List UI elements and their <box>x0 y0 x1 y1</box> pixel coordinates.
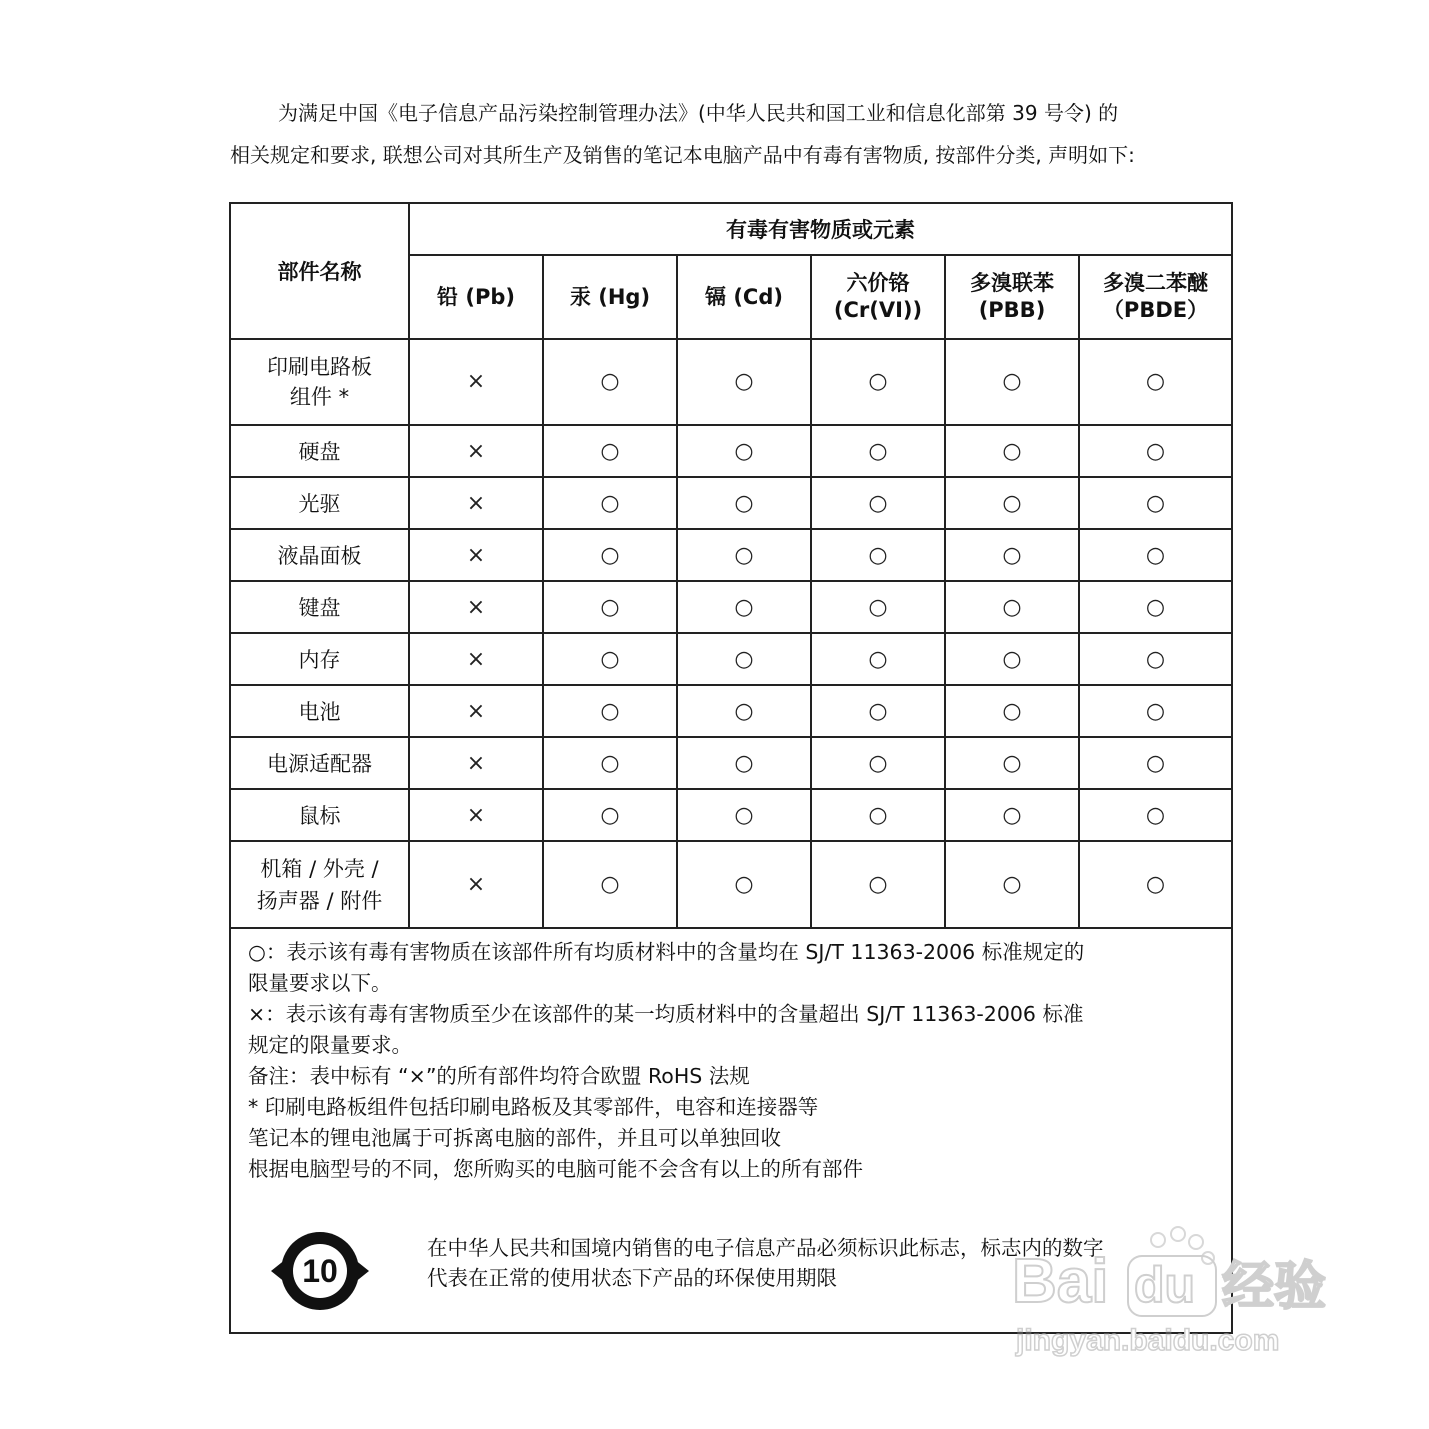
substance-status-cell: ○ <box>945 633 1079 685</box>
substance-status-cell: ○ <box>677 477 811 529</box>
note-line: ×：表示该有毒有害物质至少在该部件的某一均质材料中的含量超出 SJ/T 11363-2006 标准 <box>248 1002 1084 1026</box>
substance-header <box>543 255 677 339</box>
substance-status-cell: ○ <box>543 339 677 425</box>
note-line: 规定的限量要求。 <box>248 1033 412 1057</box>
substance-status-cell: ○ <box>677 841 811 928</box>
substance-status-cell: ○ <box>543 425 677 477</box>
substance-status-cell: ○ <box>945 685 1079 737</box>
watermark-brand-2: du <box>1134 1257 1196 1313</box>
substance-status-cell: ○ <box>945 841 1079 928</box>
substance-header <box>811 255 945 339</box>
substance-status-cell: ○ <box>811 633 945 685</box>
substance-status-cell: × <box>409 425 543 477</box>
substance-status-cell: ○ <box>1079 737 1232 789</box>
substance-status-cell: ○ <box>543 633 677 685</box>
substance-status-cell: ○ <box>543 737 677 789</box>
substance-status-cell: ○ <box>677 425 811 477</box>
table-row <box>230 685 1232 737</box>
part-name-cell <box>230 425 409 477</box>
part-name: 内存 <box>298 648 341 672</box>
substance-header <box>409 255 543 339</box>
substance-status-cell: × <box>409 339 543 425</box>
substance-status-cell: × <box>409 841 543 928</box>
substance-status-cell: ○ <box>1079 529 1232 581</box>
table-row <box>230 339 1232 425</box>
hazardous-substance-table <box>229 202 1233 1334</box>
intro-line-1: 为满足中国《电子信息产品污染控制管理办法》(中华人民共和国工业和信息化部第 39 号令) 的 <box>278 101 1119 125</box>
substance-status-cell: ○ <box>677 581 811 633</box>
intro-paragraph <box>230 92 1240 176</box>
note-line: 笔记本的锂电池属于可拆离电脑的部件，并且可以单独回收 <box>248 1126 781 1150</box>
substance-status-cell: ○ <box>1079 339 1232 425</box>
substance-name: 六价铬 <box>846 271 910 295</box>
substance-status-cell: ○ <box>677 529 811 581</box>
substance-status-cell: ○ <box>1079 581 1232 633</box>
substance-status-cell: ○ <box>543 529 677 581</box>
substance-header <box>1079 255 1232 339</box>
substance-status-cell: ○ <box>945 477 1079 529</box>
substance-status-cell: ○ <box>811 841 945 928</box>
substance-status-cell: ○ <box>543 841 677 928</box>
substance-status-cell: × <box>409 685 543 737</box>
part-name-continued: 扬声器 / 附件 <box>256 888 383 913</box>
part-name-cell <box>230 789 409 841</box>
table-row <box>230 841 1232 928</box>
substance-status-cell: × <box>409 581 543 633</box>
note-line: 备注：表中标有 “×”的所有部件均符合欧盟 RoHS 法规 <box>248 1064 750 1088</box>
substance-status-cell: ○ <box>811 685 945 737</box>
substance-header <box>945 255 1079 339</box>
part-name: 印刷电路板 <box>267 355 372 379</box>
substance-symbol: (Cr(VI)) <box>833 298 923 322</box>
table-body <box>230 339 1232 928</box>
substance-status-cell: ○ <box>677 737 811 789</box>
substance-header <box>677 255 811 339</box>
table-row <box>230 789 1232 841</box>
substance-status-cell: ○ <box>1079 633 1232 685</box>
table-row <box>230 529 1232 581</box>
substance-status-cell: ○ <box>543 477 677 529</box>
intro-line-2: 相关规定和要求, 联想公司对其所生产及销售的笔记本电脑产品中有毒有害物质, 按部件分类, 声明如下: <box>230 143 1135 167</box>
substance-status-cell: ○ <box>811 581 945 633</box>
substance-name: 多溴联苯 <box>970 271 1054 295</box>
substance-status-cell: ○ <box>945 789 1079 841</box>
substance-status-cell: ○ <box>945 529 1079 581</box>
part-name-cell <box>230 737 409 789</box>
substance-status-cell: ○ <box>811 477 945 529</box>
watermark-suffix: 经验 <box>1222 1257 1327 1317</box>
substance-status-cell: ○ <box>811 529 945 581</box>
part-name-cell <box>230 685 409 737</box>
substance-status-cell: ○ <box>1079 685 1232 737</box>
substance-status-cell: ○ <box>543 685 677 737</box>
table-row <box>230 737 1232 789</box>
part-name-header: 部件名称 <box>230 203 409 339</box>
substance-name: 汞 (Hg) <box>569 284 651 309</box>
part-name: 硬盘 <box>298 440 341 464</box>
substance-status-cell: ○ <box>1079 789 1232 841</box>
substance-status-cell: × <box>409 477 543 529</box>
header-row-group <box>230 203 1232 255</box>
substance-status-cell: ○ <box>543 581 677 633</box>
note-line: 限量要求以下。 <box>248 971 392 995</box>
eco-label-line-2: 代表在正常的使用状态下产品的环保使用期限 <box>427 1266 837 1290</box>
substance-status-cell: ○ <box>677 633 811 685</box>
part-name: 电池 <box>298 700 341 724</box>
substance-status-cell: ○ <box>945 339 1079 425</box>
substance-status-cell: ○ <box>677 339 811 425</box>
part-name-cell <box>230 841 409 928</box>
table-row <box>230 581 1232 633</box>
watermark-brand: Bai <box>1012 1247 1109 1316</box>
eco-label-number: 10 <box>302 1253 338 1289</box>
notes-cell <box>230 928 1232 1333</box>
substance-status-cell: ○ <box>811 789 945 841</box>
part-name: 机箱 / 外壳 / <box>260 856 379 881</box>
notes-text <box>248 937 1213 1185</box>
eco-10-year-icon <box>269 1225 371 1317</box>
substance-group-header: 有毒有害物质或元素 <box>409 203 1232 255</box>
substance-status-cell: ○ <box>811 737 945 789</box>
substance-status-cell: ○ <box>945 737 1079 789</box>
substance-name: 多溴二苯醚 <box>1103 271 1209 295</box>
part-name-cell <box>230 339 409 425</box>
part-name-continued: 组件 * <box>289 385 350 409</box>
part-name-cell <box>230 529 409 581</box>
table-row <box>230 633 1232 685</box>
substance-status-cell: × <box>409 633 543 685</box>
substance-status-cell: ○ <box>677 685 811 737</box>
part-name: 液晶面板 <box>277 544 362 568</box>
substance-status-cell: ○ <box>543 789 677 841</box>
part-name-cell <box>230 581 409 633</box>
substance-status-cell: ○ <box>1079 841 1232 928</box>
watermark-url: jingyan.baidu.com <box>1016 1324 1280 1357</box>
substance-name: 镉 (Cd) <box>705 284 783 309</box>
part-name: 电源适配器 <box>267 752 372 776</box>
substance-symbol: (PBB) <box>978 298 1046 322</box>
substance-status-cell: ○ <box>677 789 811 841</box>
table-row <box>230 477 1232 529</box>
notes-row <box>230 928 1232 1333</box>
part-name: 键盘 <box>298 596 341 620</box>
note-line: ○：表示该有毒有害物质在该部件所有均质材料中的含量均在 SJ/T 11363-2006 标准规定的 <box>248 940 1085 964</box>
eco-label-line-1: 在中华人民共和国境内销售的电子信息产品必须标识此标志，标志内的数字 <box>427 1236 1104 1260</box>
part-name-cell <box>230 477 409 529</box>
part-name-cell <box>230 633 409 685</box>
eco-label-text <box>427 1233 1227 1293</box>
substance-status-cell: ○ <box>811 425 945 477</box>
table-row <box>230 425 1232 477</box>
note-line: * 印刷电路板组件包括印刷电路板及其零部件，电容和连接器等 <box>248 1095 819 1119</box>
substance-status-cell: × <box>409 529 543 581</box>
substance-name: 铅 (Pb) <box>437 284 515 309</box>
substance-status-cell: ○ <box>1079 425 1232 477</box>
substance-status-cell: ○ <box>945 581 1079 633</box>
substance-status-cell: ○ <box>1079 477 1232 529</box>
notes-section <box>231 929 1231 1332</box>
substance-status-cell: × <box>409 737 543 789</box>
note-line: 根据电脑型号的不同，您所购买的电脑可能不会含有以上的所有部件 <box>248 1157 863 1181</box>
part-name: 鼠标 <box>298 804 341 828</box>
substance-status-cell: × <box>409 789 543 841</box>
substance-status-cell: ○ <box>945 425 1079 477</box>
substance-status-cell: ○ <box>811 339 945 425</box>
substance-symbol: （PBDE） <box>1102 298 1209 322</box>
part-name: 光驱 <box>298 492 341 516</box>
